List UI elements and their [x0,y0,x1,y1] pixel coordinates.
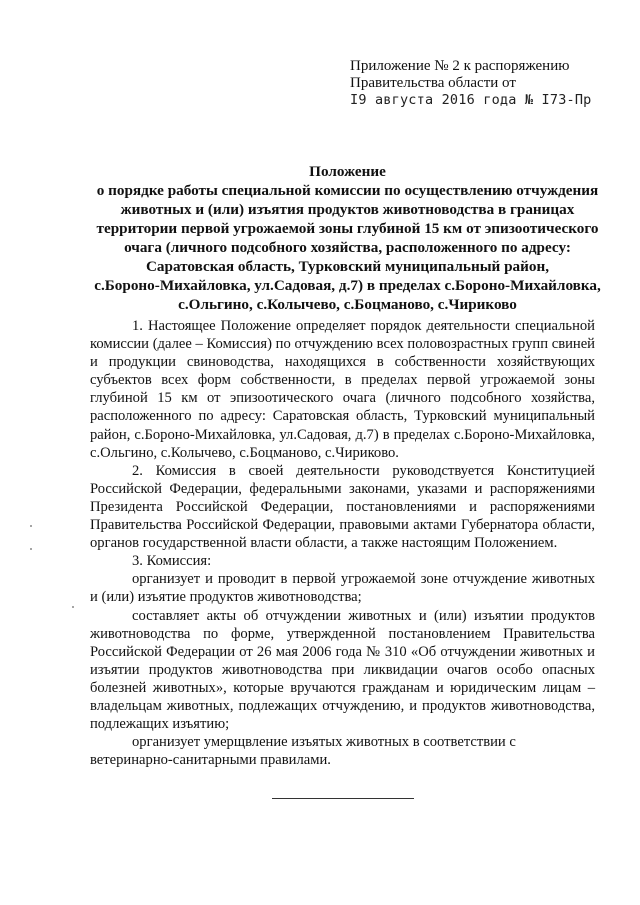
appendix-line-1: Приложение № 2 к распоряжению [350,58,570,74]
scan-speck [72,606,74,608]
document-body [90,317,595,769]
title-heading: Положение [309,163,386,180]
title-line: о порядке работы специальной комиссии по осуществлению отчуждения [96,182,599,199]
end-separator-line [272,798,414,799]
scan-speck [30,548,32,550]
appendix-date-number: I9 августа 2016 года № I73-Пр [350,92,592,108]
title-line: с.Бороно-Михайловка, ул.Садовая, д.7) в пределах с.Бороно-Михайловка, [94,277,601,294]
paragraph-organize: организует и проводит в первой угрожаемой зоне отчуждение животных и (или) изъятие продуктов животноводства; [90,571,595,606]
paragraph-2: 2. Комиссия в своей деятельности руководствуется Конституцией Российской Федерации, федеральными законами, указами и распоряжениями Президента Российской Федерации, постановлениями и распоряжениями Правительства Российской Федерации, правовыми актами Губернатора области, органов государственной власти области, а также настоящим Положением. [90,462,595,552]
title-line: животных и (или) изъятия продуктов животноводства в границах [120,201,575,218]
appendix-header [350,58,610,109]
title-line: с.Ольгино, с.Колычево, с.Боцманово, с.Чириково [178,296,517,313]
title-line: очага (личного подсобного хозяйства, расположенного по адресу: [124,239,571,256]
title-line: территории первой угрожаемой зоны глубиной 15 км от эпизоотического [96,220,599,237]
document-title [80,162,615,314]
paragraph-acts: составляет акты об отчуждении животных и (или) изъятии продуктов животноводства по форме, утвержденной постановлением Правительства Российской Федерации от 26 мая 2006 года № 310 «Об отчуждении животных и изъятии продуктов животноводства при ликвидации очагов особо опасных болезней животных», которые вручаются гражданам и юридическим лицам – владельцам животных, подлежащих отчуждению, и продуктов животноводства, подлежащих изъятию; [90,607,595,733]
title-line: Саратовская область, Турковский муниципальный район, [145,258,550,275]
scan-speck [30,525,32,527]
paragraph-3: 3. Комиссия: [132,553,212,570]
paragraph-slaughter: организует умерщвление изъятых животных в соответствии с ветеринарно-санитарными правилами. [90,734,516,769]
appendix-line-2: Правительства области от [350,75,516,91]
paragraph-1: 1. Настоящее Положение определяет порядок деятельности специальной комиссии (далее – Комиссия) по отчуждению всех половозрастных групп свиней и продукции свиноводства, находящихся в собственности хозяйствующих субъектов всех форм собственности, в пределах первой угрожаемой зоны глубиной 15 км от эпизоотического очага (личного подсобного хозяйства, расположенного по адресу: Саратовская область, Турковский муниципальный район, с.Бороно-Михайловка, ул.Садовая, д.7) в пределах с.Бороно-Михайловка, с.Ольгино, с.Колычево, с.Боцманово, с.Чириково. [90,318,595,461]
